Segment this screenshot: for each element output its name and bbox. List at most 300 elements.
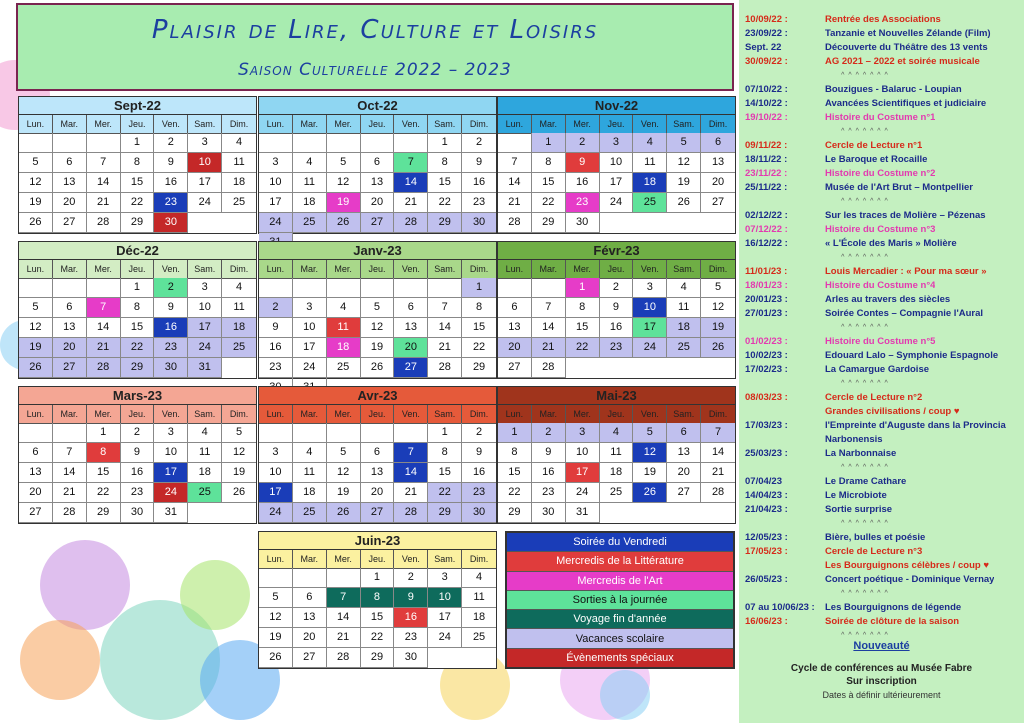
day-cell: 16 [154, 318, 188, 338]
day-cell: 21 [428, 338, 462, 358]
event-row [745, 503, 1023, 517]
event-title: « L'École des Maris » Molière [825, 238, 957, 249]
event-date: 18/11/22 : [745, 154, 788, 165]
bubble [180, 560, 250, 630]
day-cell: 17 [259, 193, 293, 213]
day-cell: 21 [87, 193, 121, 213]
day-cell: 4 [293, 443, 327, 463]
day-cell: 14 [327, 608, 361, 628]
day-cell: 29 [121, 213, 155, 233]
event-row [745, 391, 1023, 405]
day-cell: 1 [361, 568, 395, 588]
event-title: Soirée de clôture de la saison [825, 616, 960, 627]
weekday-label: Jeu. [121, 405, 155, 424]
day-cell: 17 [293, 338, 327, 358]
weekday-label: Mer. [327, 115, 361, 134]
day-cell: 1 [87, 423, 121, 443]
day-cell: 1 [566, 278, 600, 298]
day-cell: 5 [361, 298, 395, 318]
day-cell: 24 [154, 483, 188, 503]
day-cell: 7 [327, 588, 361, 608]
event-date: 19/10/22 : [745, 112, 788, 123]
day-empty [259, 278, 293, 298]
event-date: 25/03/23 : [745, 448, 788, 459]
day-cell: 12 [327, 463, 361, 483]
day-cell: 26 [327, 503, 361, 523]
event-date: 01/02/23 : [745, 336, 788, 347]
weekday-label: Dim. [462, 405, 496, 424]
bubble [600, 670, 650, 720]
day-cell: 13 [667, 443, 701, 463]
event-date: 16/06/23 : [745, 616, 788, 627]
day-cell: 30 [532, 503, 566, 523]
event-title: Découverte du Théâtre des 13 vents [825, 42, 988, 53]
day-cell: 14 [87, 173, 121, 193]
day-cell: 16 [532, 463, 566, 483]
event-title: Rentrée des Associations [825, 14, 941, 25]
day-empty [428, 278, 462, 298]
day-cell: 22 [121, 193, 155, 213]
day-cell: 25 [293, 503, 327, 523]
calendar-month [18, 241, 257, 379]
weekday-label: Dim. [462, 260, 496, 279]
day-cell: 2 [394, 568, 428, 588]
month-name: Sept-22 [19, 97, 256, 115]
day-cell: 28 [87, 213, 121, 233]
weekday-label: Mar. [293, 115, 327, 134]
event-date: 16/12/22 : [745, 238, 788, 249]
day-cell: 21 [498, 193, 532, 213]
day-cell: 9 [566, 153, 600, 173]
day-cell: 3 [293, 298, 327, 318]
event-title: Les Bourguignons de légende [825, 602, 962, 613]
weekday-label: Ven. [394, 550, 428, 569]
day-cell: 12 [259, 608, 293, 628]
day-cell: 14 [394, 173, 428, 193]
weekday-label: Ven. [633, 115, 667, 134]
event-date: 07/12/22 : [745, 224, 788, 235]
day-cell: 5 [259, 588, 293, 608]
day-cell: 22 [428, 193, 462, 213]
weekday-label: Mar. [53, 260, 87, 279]
day-grid [259, 423, 496, 523]
day-cell: 22 [428, 483, 462, 503]
weekday-label: Jeu. [361, 405, 395, 424]
day-cell: 7 [87, 298, 121, 318]
weekday-label: Ven. [154, 405, 188, 424]
day-cell: 2 [462, 133, 496, 153]
page-title: Plaisir de Lire, Culture et Loisirs [151, 15, 599, 45]
day-cell: 28 [394, 503, 428, 523]
event-row [745, 293, 1023, 307]
event-date: 27/01/23 : [745, 308, 788, 319]
day-cell: 18 [327, 338, 361, 358]
day-cell: 9 [259, 318, 293, 338]
day-empty [259, 423, 293, 443]
day-cell: 8 [121, 153, 155, 173]
day-cell: 24 [566, 483, 600, 503]
day-cell: 6 [53, 153, 87, 173]
weekday-row [259, 550, 496, 568]
day-cell: 28 [428, 358, 462, 378]
color-legend [505, 531, 735, 669]
day-cell: 20 [19, 483, 53, 503]
event-row [745, 209, 1023, 223]
day-cell: 18 [633, 173, 667, 193]
day-cell: 29 [428, 503, 462, 523]
day-cell: 23 [566, 193, 600, 213]
day-cell: 4 [667, 278, 701, 298]
weekday-label: Mar. [532, 260, 566, 279]
day-cell: 20 [53, 338, 87, 358]
weekday-label: Sam. [428, 115, 462, 134]
weekday-row [498, 260, 735, 278]
day-cell: 3 [188, 133, 222, 153]
day-cell: 18 [222, 318, 256, 338]
day-cell: 14 [532, 318, 566, 338]
separator: ^ ^ ^ ^ ^ ^ ^ [841, 128, 889, 135]
day-cell: 8 [566, 298, 600, 318]
weekday-label: Jeu. [121, 115, 155, 134]
weekday-label: Jeu. [600, 405, 634, 424]
day-cell: 30 [121, 503, 155, 523]
event-date [745, 405, 825, 419]
day-empty [53, 423, 87, 443]
day-empty [394, 278, 428, 298]
day-empty [498, 278, 532, 298]
day-cell: 17 [566, 463, 600, 483]
day-cell: 7 [87, 153, 121, 173]
day-cell: 7 [428, 298, 462, 318]
weekday-label: Sam. [188, 115, 222, 134]
day-cell: 2 [532, 423, 566, 443]
day-cell: 13 [394, 318, 428, 338]
day-cell: 29 [462, 358, 496, 378]
event-title: Bouzigues - Balaruc - Loupian [825, 84, 962, 95]
day-cell: 13 [53, 318, 87, 338]
event-title: Les Bourguignons célèbres / coup ♥ [825, 560, 990, 571]
day-cell: 26 [19, 213, 53, 233]
legend-special: Évènements spéciaux [507, 649, 733, 667]
day-cell: 18 [293, 483, 327, 503]
weekday-label: Ven. [633, 260, 667, 279]
weekday-label: Lun. [259, 115, 293, 134]
day-cell: 29 [87, 503, 121, 523]
day-cell: 3 [633, 278, 667, 298]
day-grid [498, 423, 735, 523]
event-date: 21/04/23 : [745, 504, 788, 515]
day-cell: 25 [222, 338, 256, 358]
day-cell: 15 [428, 463, 462, 483]
month-name: Déc-22 [19, 242, 256, 260]
day-cell: 16 [394, 608, 428, 628]
day-cell: 23 [394, 628, 428, 648]
day-cell: 9 [154, 298, 188, 318]
event-title: Cercle de Lecture n°2 [825, 392, 923, 403]
weekday-label: Jeu. [600, 115, 634, 134]
day-cell: 2 [121, 423, 155, 443]
day-cell: 15 [121, 173, 155, 193]
day-empty [293, 278, 327, 298]
day-cell: 8 [428, 153, 462, 173]
event-title: Cercle de Lecture n°3 [825, 546, 923, 557]
day-cell: 20 [53, 193, 87, 213]
day-cell: 5 [667, 133, 701, 153]
day-cell: 25 [633, 193, 667, 213]
day-cell: 2 [600, 278, 634, 298]
day-cell: 21 [394, 483, 428, 503]
day-cell: 29 [428, 213, 462, 233]
day-cell: 17 [188, 173, 222, 193]
separator: ^ ^ ^ ^ ^ ^ ^ [841, 198, 889, 205]
event-row [745, 545, 1023, 559]
event-date [745, 433, 825, 447]
day-cell: 12 [361, 318, 395, 338]
day-cell: 10 [259, 173, 293, 193]
weekday-label: Sam. [428, 405, 462, 424]
day-cell: 26 [633, 483, 667, 503]
event-title: Narbonensis [825, 434, 883, 445]
event-title: Sur les traces de Molière – Pézenas [825, 210, 986, 221]
day-cell: 7 [532, 298, 566, 318]
day-cell: 4 [188, 423, 222, 443]
weekday-label: Dim. [701, 115, 735, 134]
event-date: 11/01/23 : [745, 266, 788, 277]
event-title: AG 2021 – 2022 et soirée musicale [825, 56, 980, 67]
day-cell: 9 [121, 443, 155, 463]
event-date: 17/05/23 : [745, 546, 788, 557]
day-cell: 27 [667, 483, 701, 503]
day-cell: 6 [667, 423, 701, 443]
event-date: 14/10/22 : [745, 98, 788, 109]
event-row [745, 419, 1023, 433]
event-date: 20/01/23 : [745, 294, 788, 305]
legend-art: Mercredis de l'Art [507, 572, 733, 591]
day-cell: 22 [462, 338, 496, 358]
day-cell: 3 [566, 423, 600, 443]
day-cell: 5 [327, 153, 361, 173]
day-empty [293, 133, 327, 153]
day-cell: 12 [222, 443, 256, 463]
day-cell: 3 [259, 443, 293, 463]
day-cell: 8 [361, 588, 395, 608]
day-cell: 1 [428, 133, 462, 153]
day-cell: 14 [498, 173, 532, 193]
event-row [745, 363, 1023, 377]
day-cell: 30 [154, 358, 188, 378]
event-row [745, 335, 1023, 349]
event-row [745, 531, 1023, 545]
day-cell: 26 [701, 338, 735, 358]
weekday-label: Lun. [498, 115, 532, 134]
day-cell: 19 [633, 463, 667, 483]
day-cell: 11 [667, 298, 701, 318]
event-row [745, 41, 1023, 55]
day-cell: 28 [327, 648, 361, 668]
day-cell: 24 [293, 358, 327, 378]
event-title: Histoire du Costume n°1 [825, 112, 936, 123]
event-date: 10/09/22 : [745, 14, 788, 25]
day-cell: 16 [462, 173, 496, 193]
day-cell: 19 [222, 463, 256, 483]
separator: ^ ^ ^ ^ ^ ^ ^ [841, 632, 889, 639]
event-title: Le Microbiote [825, 490, 887, 501]
day-cell: 7 [53, 443, 87, 463]
day-cell: 4 [633, 133, 667, 153]
separator: ^ ^ ^ ^ ^ ^ ^ [841, 590, 889, 597]
weekday-label: Mer. [327, 405, 361, 424]
day-cell: 7 [498, 153, 532, 173]
event-row [745, 559, 1023, 573]
weekday-label: Lun. [19, 260, 53, 279]
event-list [745, 13, 1023, 643]
day-cell: 21 [327, 628, 361, 648]
event-date: 02/12/22 : [745, 210, 788, 221]
event-date: 30/09/22 : [745, 56, 788, 67]
day-cell: 4 [462, 568, 496, 588]
weekday-label: Lun. [498, 260, 532, 279]
day-empty [259, 133, 293, 153]
weekday-label: Jeu. [361, 260, 395, 279]
weekday-label: Ven. [633, 405, 667, 424]
day-cell: 12 [19, 318, 53, 338]
day-cell: 21 [53, 483, 87, 503]
day-cell: 17 [600, 173, 634, 193]
event-date: 10/02/23 : [745, 350, 788, 361]
weekday-label: Sam. [188, 260, 222, 279]
weekday-label: Sam. [428, 550, 462, 569]
day-empty [87, 133, 121, 153]
day-cell: 5 [633, 423, 667, 443]
day-cell: 13 [361, 173, 395, 193]
day-cell: 24 [188, 338, 222, 358]
day-cell: 27 [53, 358, 87, 378]
event-row [745, 237, 1023, 251]
weekday-label: Mer. [327, 550, 361, 569]
separator: ^ ^ ^ ^ ^ ^ ^ [841, 324, 889, 331]
day-cell: 18 [462, 608, 496, 628]
event-title: Histoire du Costume n°4 [825, 280, 936, 291]
day-cell: 10 [633, 298, 667, 318]
day-cell: 21 [394, 193, 428, 213]
day-cell: 4 [222, 278, 256, 298]
day-cell: 30 [566, 213, 600, 233]
calendar-month [18, 96, 257, 234]
event-row [745, 349, 1023, 363]
page-subtitle: Saison Culturelle 2022 – 2023 [238, 60, 512, 80]
day-cell: 14 [87, 318, 121, 338]
legend-vacances: Vacances scolaire [507, 629, 733, 648]
day-cell: 25 [462, 628, 496, 648]
event-row [745, 223, 1023, 237]
day-cell: 2 [154, 133, 188, 153]
event-title: Cercle de Lecture n°1 [825, 140, 923, 151]
day-cell: 26 [327, 213, 361, 233]
day-cell: 26 [667, 193, 701, 213]
day-cell: 24 [633, 338, 667, 358]
weekday-label: Sam. [667, 260, 701, 279]
day-cell: 29 [361, 648, 395, 668]
day-cell: 9 [394, 588, 428, 608]
day-cell: 13 [361, 463, 395, 483]
day-grid [498, 133, 735, 233]
day-cell: 8 [87, 443, 121, 463]
day-cell: 2 [259, 298, 293, 318]
day-cell: 6 [498, 298, 532, 318]
day-cell: 26 [259, 648, 293, 668]
day-cell: 3 [154, 423, 188, 443]
event-date: 23/11/22 : [745, 168, 788, 179]
day-cell: 22 [566, 338, 600, 358]
day-cell: 5 [19, 153, 53, 173]
events-panel [739, 0, 1024, 723]
weekday-label: Mar. [53, 115, 87, 134]
cycle-info [739, 662, 1024, 688]
day-cell: 15 [428, 173, 462, 193]
day-cell: 16 [462, 463, 496, 483]
weekday-label: Mar. [293, 405, 327, 424]
day-cell: 15 [498, 463, 532, 483]
day-cell: 25 [188, 483, 222, 503]
weekday-label: Dim. [222, 405, 256, 424]
event-title: Histoire du Costume n°3 [825, 224, 936, 235]
calendar-month [258, 241, 497, 379]
month-name: Nov-22 [498, 97, 735, 115]
month-name: Avr-23 [259, 387, 496, 405]
day-cell: 17 [259, 483, 293, 503]
month-name: Janv-23 [259, 242, 496, 260]
day-grid [19, 423, 256, 523]
day-cell: 6 [361, 153, 395, 173]
day-grid [259, 133, 496, 253]
event-title: Arles au travers des siècles [825, 294, 951, 305]
day-empty [327, 278, 361, 298]
weekday-label: Lun. [259, 550, 293, 569]
event-date: 09/11/22 : [745, 140, 788, 151]
day-cell: 28 [394, 213, 428, 233]
day-cell: 16 [121, 463, 155, 483]
day-cell: 24 [259, 213, 293, 233]
weekday-label: Lun. [19, 405, 53, 424]
legend-soiree: Soirée du Vendredi [507, 533, 733, 552]
day-cell: 21 [701, 463, 735, 483]
day-cell: 26 [361, 358, 395, 378]
day-cell: 24 [428, 628, 462, 648]
event-date: 17/02/23 : [745, 364, 788, 375]
day-empty [361, 278, 395, 298]
day-cell: 24 [600, 193, 634, 213]
event-row [745, 265, 1023, 279]
weekday-label: Dim. [701, 260, 735, 279]
day-cell: 20 [701, 173, 735, 193]
day-cell: 13 [293, 608, 327, 628]
bubble [40, 540, 130, 630]
day-cell: 4 [327, 298, 361, 318]
day-grid [19, 278, 256, 378]
day-empty [293, 423, 327, 443]
day-cell: 30 [154, 213, 188, 233]
day-cell: 18 [667, 318, 701, 338]
day-cell: 6 [701, 133, 735, 153]
weekday-label: Mer. [87, 115, 121, 134]
day-cell: 1 [428, 423, 462, 443]
day-cell: 29 [121, 358, 155, 378]
day-cell: 10 [600, 153, 634, 173]
day-grid [259, 568, 496, 668]
day-cell: 8 [498, 443, 532, 463]
day-empty [259, 568, 293, 588]
day-cell: 8 [428, 443, 462, 463]
